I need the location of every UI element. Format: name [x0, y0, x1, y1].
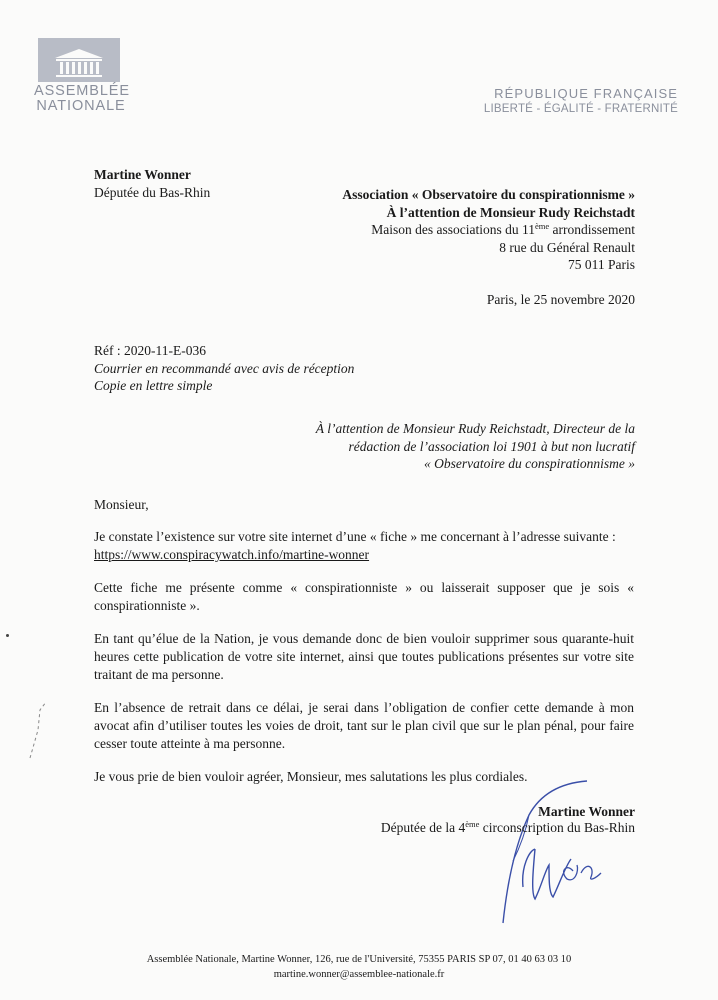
title-part: Députée de la 4	[380, 820, 466, 835]
signatory-title	[381, 820, 635, 836]
republic-name: RÉPUBLIQUE FRANÇAISE	[494, 86, 678, 101]
sender-block	[94, 166, 210, 202]
assemblee-nationale-logo	[38, 38, 120, 82]
logo-line-2: NATIONALE	[36, 98, 126, 114]
delivery-mode: Courrier en recommandé avec avis de réception	[94, 360, 355, 376]
footer-address: Assemblée Nationale, Martine Wonner, 126, rue de l'Université, 75355 PARIS SP 07, 01 40 63 03 10	[146, 954, 572, 965]
attention-block	[316, 420, 635, 473]
paragraph-1	[94, 528, 634, 564]
letter-body	[94, 496, 634, 801]
recipient-block	[342, 186, 635, 274]
copy-note: Copie en lettre simple	[94, 378, 213, 393]
footer-email: martine.wonner@assemblee-nationale.fr	[273, 969, 445, 980]
ordinal-suffix: ème	[465, 819, 480, 829]
logo-wordmark	[34, 84, 128, 114]
recipient-address-line-1	[342, 221, 635, 239]
republic-motto-line: LIBERTÉ - ÉGALITÉ - FRATERNITÉ	[483, 103, 678, 115]
republic-motto	[484, 86, 678, 117]
closing-formula: Je vous prie de bien vouloir agréer, Monsieur, mes salutations les plus cordiales.	[94, 769, 528, 784]
sender-title: Députée du Bas-Rhin	[94, 185, 211, 200]
attention-line-3: « Observatoire du conspirationnisme »	[424, 456, 635, 471]
scan-mark	[28, 700, 48, 760]
hemicycle-icon	[38, 38, 120, 82]
conspiracywatch-link[interactable]: https://www.conspiracywatch.info/martine-wonner	[94, 547, 370, 562]
reference-number: Réf : 2020-11-E-036	[94, 343, 206, 358]
address-part: Maison des associations du 11	[371, 222, 535, 237]
scan-mark	[6, 634, 9, 637]
date-line: Paris, le 25 novembre 2020	[486, 292, 635, 307]
footer	[0, 952, 718, 982]
reference-block	[94, 342, 354, 395]
recipient-street: 8 rue du Général Renault	[499, 239, 635, 255]
signatory-name: Martine Wonner	[538, 804, 635, 819]
paragraph-4: En l’absence de retrait dans ce délai, je serai dans l’obligation de confier cette demande à mon avocat afin d’utiliser toutes les voies de droit, tant sur le plan civil que sur le plan pénal, pour faire cesser toute atteinte à ma personne.	[94, 700, 634, 751]
address-part: arrondissement	[549, 222, 635, 237]
title-part: circonscription du Bas-Rhin	[479, 820, 635, 835]
paragraph-3: En tant qu’élue de la Nation, je vous demande donc de bien vouloir supprimer sous quarante-huit heures cette publication de votre site internet, ainsi que toutes publications présentes sur votre site traitant de ma personne.	[94, 631, 634, 682]
attention-line-2: rédaction de l’association loi 1901 à but non lucratif	[348, 438, 635, 454]
attention-line-1: À l’attention de Monsieur Rudy Reichstadt, Directeur de la	[315, 421, 635, 436]
salutation: Monsieur,	[94, 497, 149, 512]
recipient-city: 75 011 Paris	[568, 257, 635, 272]
sender-name: Martine Wonner	[94, 167, 191, 182]
handwritten-signature	[495, 775, 605, 925]
logo-line-1: ASSEMBLÉE	[34, 83, 130, 99]
recipient-attention: À l’attention de Monsieur Rudy Reichstadt	[386, 204, 635, 220]
paragraph-1-text: Je constate l’existence sur votre site internet d’une « fiche » me concernant à l’adresse suivante :	[94, 529, 616, 544]
recipient-organization: Association « Observatoire du conspirationnisme »	[342, 187, 635, 202]
paragraph-2: Cette fiche me présente comme « conspirationniste » ou laisserait supposer que je sois « conspirationniste ».	[94, 580, 634, 613]
ordinal-suffix: ème	[534, 221, 550, 231]
